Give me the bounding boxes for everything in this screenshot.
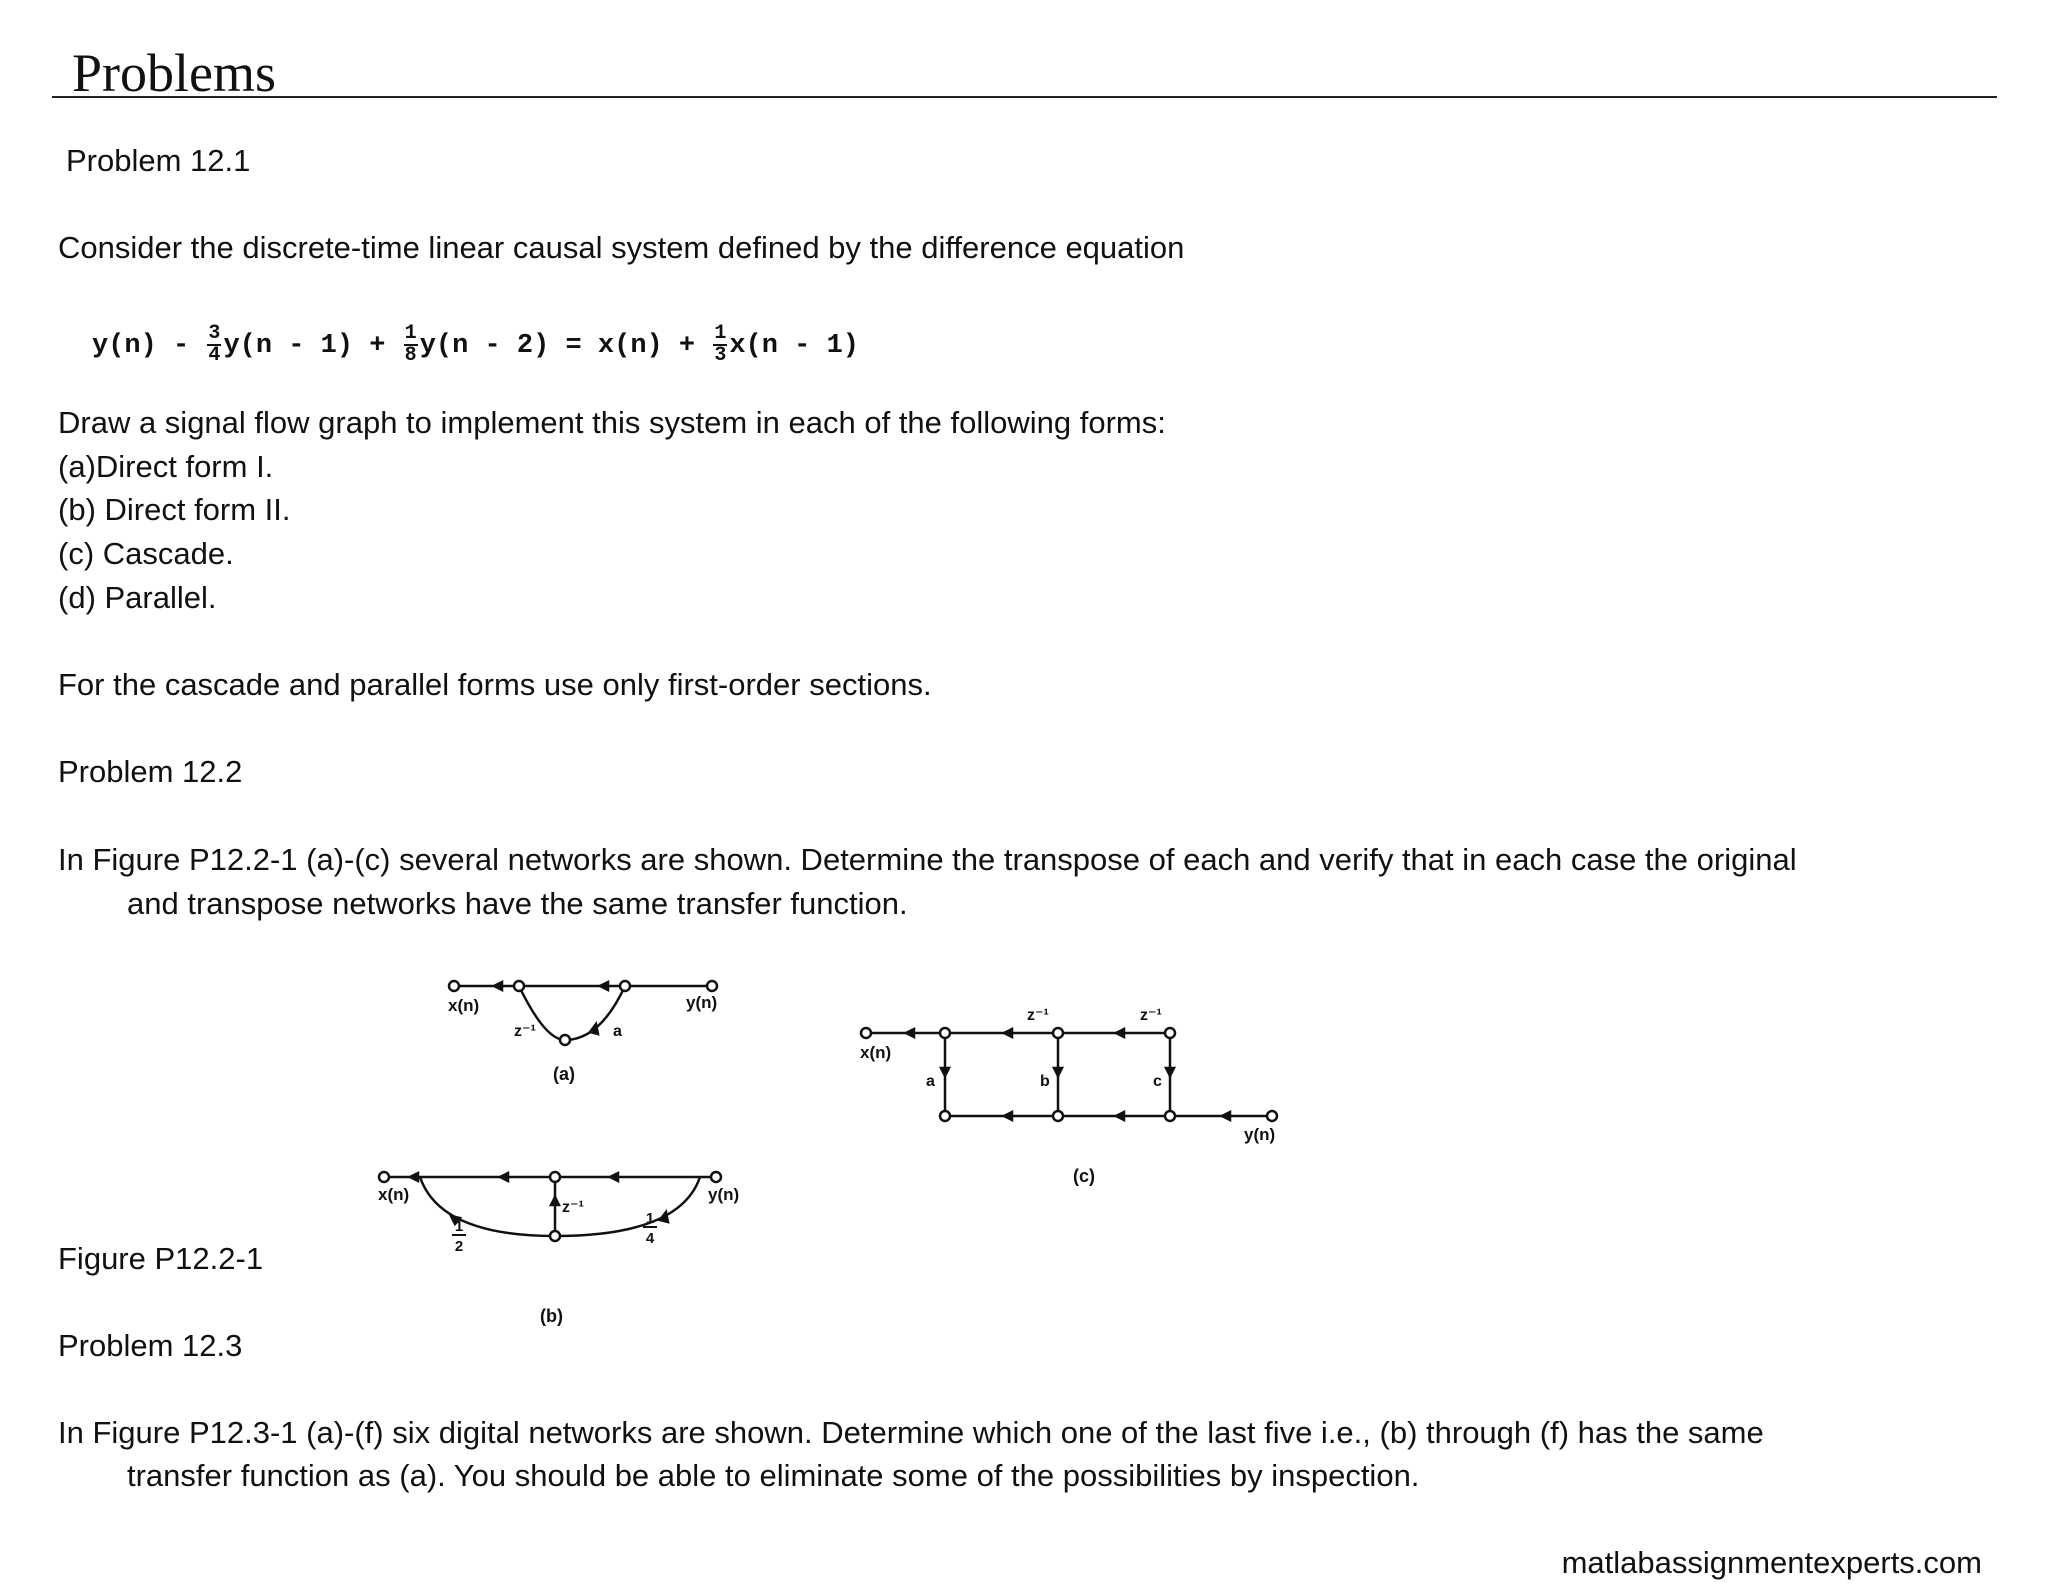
svg-text:4: 4 [645, 1230, 655, 1247]
problem-12-3-label: Problem 12.3 [58, 1328, 243, 1363]
network-b-gain-right [643, 1210, 657, 1247]
problem-12-1-label: Problem 12.1 [66, 143, 251, 178]
form-item-d: (d) Parallel. [58, 580, 217, 615]
network-b-input-label: x(n) [378, 1185, 410, 1204]
network-a-input-label: x(n) [448, 996, 480, 1015]
network-b-caption: (b) [540, 1306, 563, 1326]
problem-12-1-instruction: Draw a signal flow graph to implement this system in each of the following forms: [58, 405, 1166, 440]
problem-12-3-text-line-1: In Figure P12.3-1 (a)-(f) six digital networks are shown. Determine which one of the last five i.e., (b) through (f) has the same [58, 1415, 1764, 1450]
problem-12-2-text-line-1: In Figure P12.2-1 (a)-(c) several networks are shown. Determine the transpose of each and verify that in each case the original [58, 842, 1797, 877]
network-b-output-label: y(n) [708, 1185, 740, 1204]
form-item-c: (c) Cascade. [58, 536, 234, 571]
network-b-delay-label: z⁻¹ [562, 1199, 584, 1216]
eq-fraction-2: $\frac{1}{8}$ [404, 321, 417, 367]
eq-term-3: y(n - 2) = x(n) + [419, 331, 712, 361]
network-c-gain-c-label: c [1153, 1073, 1162, 1090]
problem-12-2-text-line-2: and transpose networks have the same transfer function. [127, 886, 908, 921]
svg-text:1: 1 [645, 1210, 655, 1227]
svg-text:2: 2 [454, 1238, 464, 1255]
problem-12-3-text-line-2: transfer function as (a). You should be able to eliminate some of the possibilities by inspection. [127, 1458, 1420, 1493]
svg-text:1: 1 [454, 1218, 464, 1235]
network-a-caption: (a) [553, 1064, 575, 1084]
network-c-delay-1-label: z⁻¹ [1027, 1007, 1049, 1024]
network-c-output-label: y(n) [1244, 1125, 1276, 1144]
eq-term-1: y(n) - [92, 331, 206, 361]
network-b-gain-left [452, 1218, 466, 1255]
watermark: matlabassignmentexperts.com [1561, 1545, 1982, 1580]
network-c-gain-a-label: a [926, 1073, 935, 1090]
network-c-input-label: x(n) [860, 1043, 892, 1062]
eq-term-2: y(n - 1) + [223, 331, 402, 361]
network-a-output-label: y(n) [686, 993, 718, 1012]
network-b [379, 1172, 721, 1241]
network-c-caption: (c) [1073, 1166, 1095, 1186]
problem-12-2-label: Problem 12.2 [58, 754, 243, 789]
form-item-a: (a)Direct form I. [58, 449, 274, 484]
problem-12-1-intro: Consider the discrete-time linear causal system defined by the difference equation [58, 230, 1185, 265]
eq-fraction-3: $\frac{1}{3}$ [714, 321, 727, 367]
network-c-delay-2-label: z⁻¹ [1140, 1007, 1162, 1024]
network-a-gain-label: a [613, 1023, 622, 1040]
network-c-gain-b-label: b [1040, 1073, 1050, 1090]
figure-caption: Figure P12.2-1 [58, 1241, 264, 1276]
eq-fraction-1: $\frac{3}{4}$ [208, 321, 221, 367]
form-item-b: (b) Direct form II. [58, 492, 291, 527]
eq-term-4: x(n - 1) [729, 331, 859, 361]
network-a-delay-label: z⁻¹ [514, 1023, 536, 1040]
network-c [861, 1028, 1277, 1121]
problem-12-1-note: For the cascade and parallel forms use only first-order sections. [58, 667, 932, 702]
page-title: Problems [72, 43, 277, 103]
network-a [449, 981, 717, 1045]
